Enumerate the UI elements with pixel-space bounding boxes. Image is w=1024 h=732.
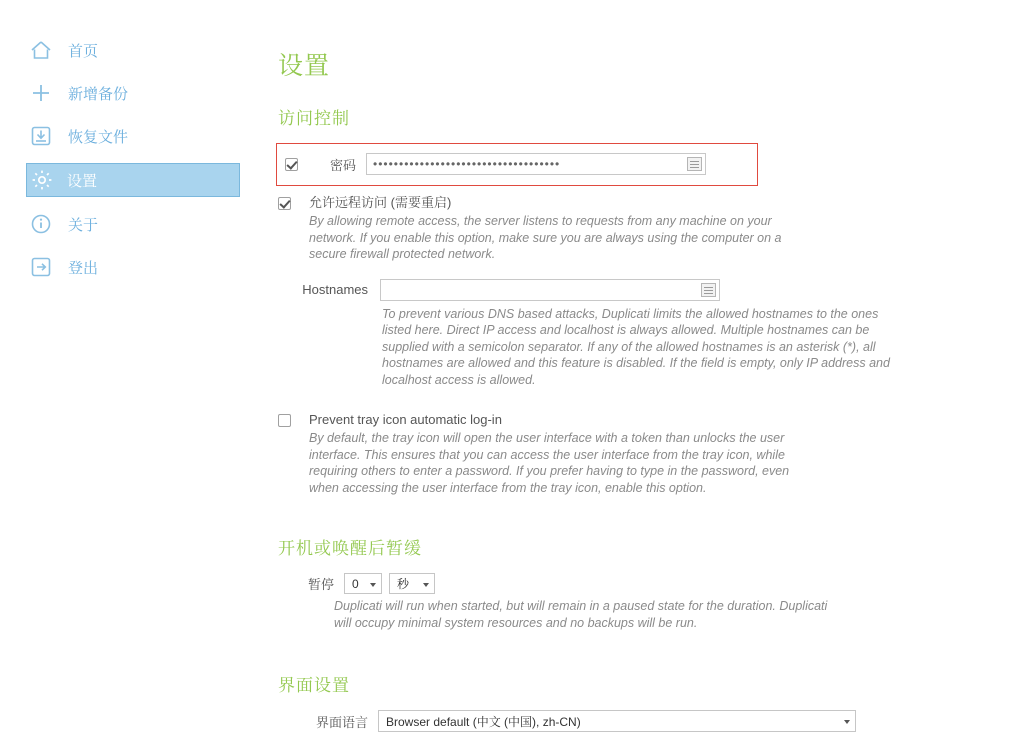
pause-unit-select[interactable] [389, 573, 435, 594]
sidebar-item-logout[interactable] [0, 251, 240, 283]
virtual-keyboard-icon[interactable] [701, 283, 716, 297]
ui-section [278, 671, 1018, 732]
section-title-pause: 开机或唤醒后暂缓 [278, 539, 422, 558]
section-title-ui: 界面设置 [278, 676, 350, 695]
info-icon [28, 211, 54, 237]
restore-download-icon [28, 123, 54, 149]
sidebar-item-label: 新增备份 [68, 85, 129, 103]
language-label: 界面语言 [315, 714, 368, 730]
password-highlight-box [276, 143, 758, 186]
remote-access-label: 允许远程访问 (需要重启) [309, 195, 452, 210]
sidebar-item-home[interactable] [0, 34, 240, 66]
hostnames-label: Hostnames [302, 282, 368, 297]
hostnames-row [288, 279, 1018, 301]
sidebar-item-add-backup[interactable] [0, 77, 240, 109]
sidebar-item-label: 设置 [67, 172, 98, 190]
password-enabled-checkbox[interactable] [285, 158, 298, 171]
password-label: 密码 [329, 157, 356, 173]
remote-access-checkbox[interactable] [278, 197, 291, 210]
page-title: 设置 [278, 52, 331, 80]
sidebar [0, 34, 240, 294]
gear-icon [29, 167, 55, 193]
logout-icon [28, 254, 54, 280]
sidebar-item-settings[interactable] [26, 163, 240, 197]
plus-icon [28, 80, 54, 106]
sidebar-item-label: 登出 [68, 259, 99, 277]
hostnames-description: To prevent various DNS based attacks, Duplicati limits the allowed hostnames to the ones listed here. Direct IP access and localhost is always allowed. Multiple hostnames can be supplied with a semicolon separator. If any of the allowed hostnames is an asterisk (*), all hostnames are allowed and this feature is disabled. If the field is empty, only IP address and localhost access is allowed. [382, 306, 890, 387]
prevent-tray-label: Prevent tray icon automatic log-in [309, 412, 502, 427]
pause-duration-select[interactable] [344, 573, 382, 594]
main-content [278, 46, 1018, 732]
hostnames-input[interactable] [380, 279, 720, 301]
language-row [288, 710, 1018, 732]
pause-row [288, 573, 1018, 594]
remote-access-description: By allowing remote access, the server listens to requests from any machine on your network. If you enable this option, make sure you are always using the computer on a secure firewall protected network. [309, 214, 782, 261]
password-input[interactable] [366, 153, 706, 175]
password-row [285, 153, 749, 175]
pause-section [278, 534, 1018, 631]
section-title-access-control: 访问控制 [278, 109, 350, 128]
home-icon [28, 37, 54, 63]
sidebar-item-label: 关于 [68, 216, 99, 234]
pause-description: Duplicati will run when started, but will remain in a paused state for the duration. Duplicati will occupy minimal system resources and no backups will be run. [334, 599, 828, 630]
sidebar-item-restore-files[interactable] [0, 120, 240, 152]
prevent-tray-row [278, 412, 1018, 496]
language-value: Browser default (中文 (中国), zh-CN) [386, 714, 581, 729]
prevent-tray-checkbox[interactable] [278, 414, 291, 427]
prevent-tray-description: By default, the tray icon will open the user interface with a token than unlocks the user interface. This ensures that you can access the user interface from the tray icon, while requiring others to enter a password. If you prefer having to type in the password, even when accessing the user interface from the tray icon, enable this option. [309, 431, 790, 495]
sidebar-item-about[interactable] [0, 208, 240, 240]
sidebar-item-label: 恢复文件 [68, 128, 129, 146]
password-value: •••••••••••••••••••••••••••••••••••• [373, 157, 561, 171]
language-select[interactable] [378, 710, 856, 732]
virtual-keyboard-icon[interactable] [687, 157, 702, 171]
sidebar-item-label: 首页 [68, 42, 99, 60]
pause-unit-value: 秒 [397, 577, 410, 591]
pause-duration-value: 0 [352, 576, 359, 591]
pause-label: 暂停 [307, 577, 334, 592]
remote-access-row [278, 195, 1018, 263]
